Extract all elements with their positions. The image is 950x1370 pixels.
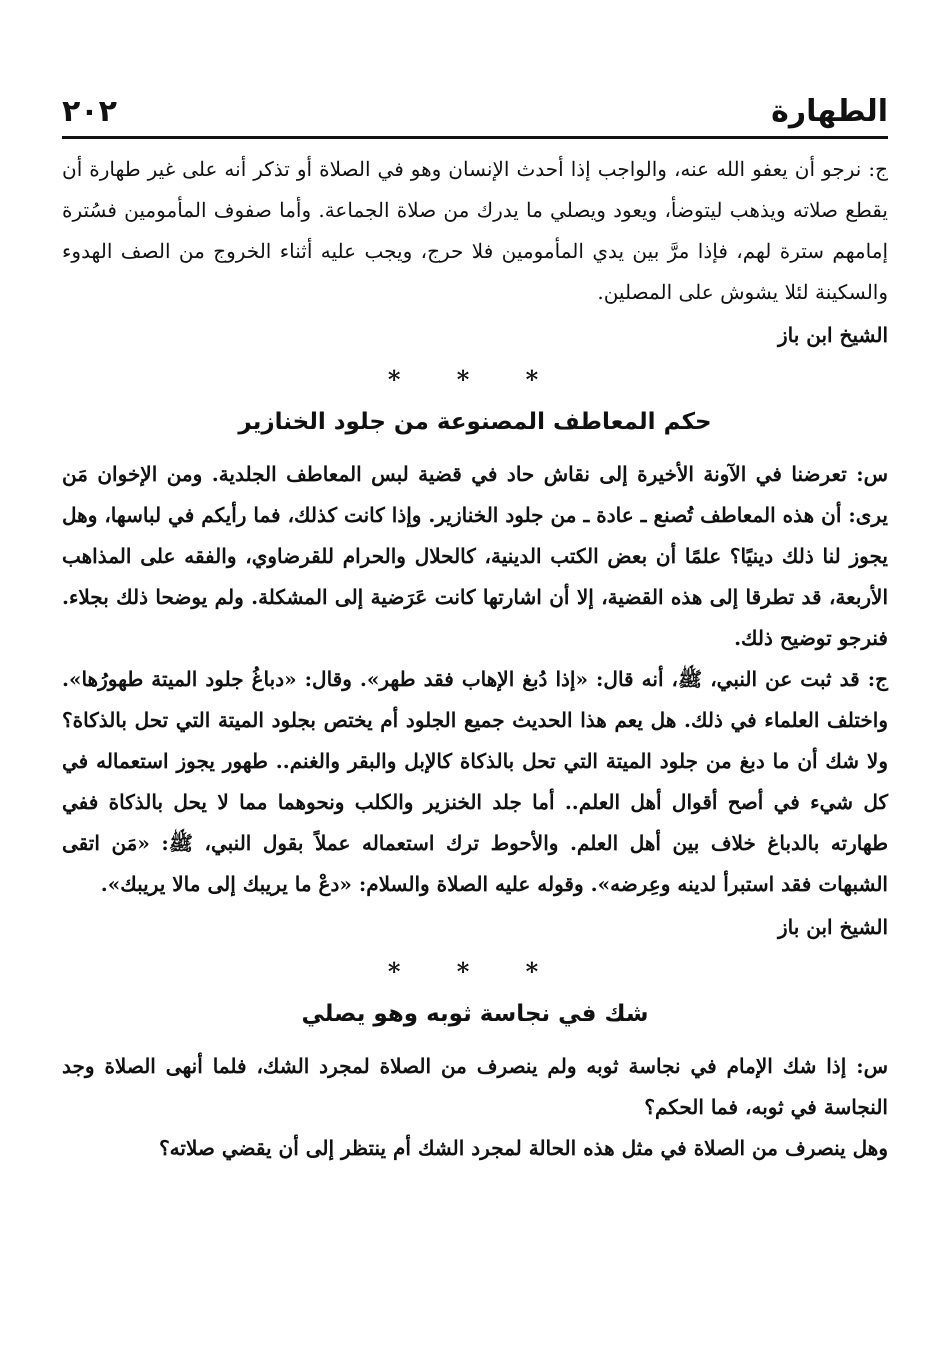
- answer-text: ج: قد ثبت عن النبي، ﷺ، أنه قال: «إذا دُبغ الإهاب فقد طهر». وقال: «دباغُ جلود الميتة طهورُها». واختلف العلماء في ذلك. هل يعم هذا الحديث جميع الجلود أم يختص بجلود الميتة التي تحل بالذكاة؟ ولا شك أن ما دبغ من جلود الميتة التي تحل بالذكاة كالإبل والبقر والغنم.. طهور يجوز استعماله في كل شيء في أصح أقوال أهل العلم.. أما جلد الخنزير والكلب ونحوهما مما لا يحل بالذكاة ففي طهارته بالدباغ خلاف بين أهل العلم. والأحوط ترك استعماله عملاً بقول النبي، ﷺ: «مَن اتقى الشبهات فقد استبرأ لدينه وعِرضه». وقوله عليه الصلاة والسلام: «دعْ ما يريبك إلى مالا يريبك».: [62, 667, 888, 896]
- question-text: س: تعرضنا في الآونة الأخيرة إلى نقاش حاد في قضية لبس المعاطف الجلدية. ومن الإخوان مَن يرى: أن هذه المعاطف تُصنع ـ عادة ـ من جلود الخنازير. وإذا كانت كذلك، فما رأيكم في لباسها، وهل يجوز لنا ذلك دينيًا؟ علمًا أن بعض الكتب الدينية، كالحلال والحرام للقرضاوي، والفقه على المذاهب الأربعة، قد تطرقا إلى هذه القضية، إلا أن اشارتها كانت عَرَضية إلى المشكلة. ولم يوضحا ذلك بجلاء. فنرجو توضيح ذلك.: [62, 462, 888, 650]
- question-text: س: إذا شك الإمام في نجاسة ثوبه ولم ينصرف من الصلاة لمجرد الشك، فلما أنهى الصلاة وجد النجاسة في ثوبه، فما الحكم؟: [62, 1054, 888, 1119]
- answer-text: ج: نرجو أن يعفو الله عنه، والواجب إذا أحدث الإنسان وهو في الصلاة أو تذكر أنه على غير طهارة أن يقطع صلاته ويذهب ليتوضأ، ويعود ويصلي ما يدرك من صلاة الجماعة. وأما صفوف المأمومين فسُترة إمامهم سترة لهم، فإذا مرَّ بين يدي المأمومين فلا حرج، ويجب عليه أثناء الخروج من الصف الهدوء والسكينة لئلا يشوش على المصلين.: [62, 157, 888, 304]
- section-separator-1: * * *: [387, 365, 563, 394]
- author-signature-2: الشيخ ابن باز: [777, 915, 888, 939]
- question-paragraph-2: [62, 454, 888, 659]
- question-text-continued: وهل ينصرف من الصلاة في مثل هذه الحالة لمجرد الشك أم ينتظر إلى أن يقضي صلاته؟: [159, 1136, 888, 1160]
- page-number: ٢٠٢: [62, 94, 117, 129]
- question-paragraph-3: [62, 1046, 888, 1169]
- answer-paragraph-2: [62, 659, 888, 905]
- section-separator-2: * * *: [387, 957, 563, 986]
- section-heading-doubt-impurity: شك في نجاسة ثوبه وهو يصلي: [301, 1001, 649, 1027]
- answer-paragraph-1: [62, 149, 888, 313]
- page-header: [62, 88, 888, 139]
- author-signature-1: الشيخ ابن باز: [777, 323, 888, 347]
- document-page: [62, 88, 888, 1169]
- chapter-title: الطهارة: [771, 94, 888, 129]
- section-heading-leather-coats: حكم المعاطف المصنوعة من جلود الخنازير: [238, 409, 712, 435]
